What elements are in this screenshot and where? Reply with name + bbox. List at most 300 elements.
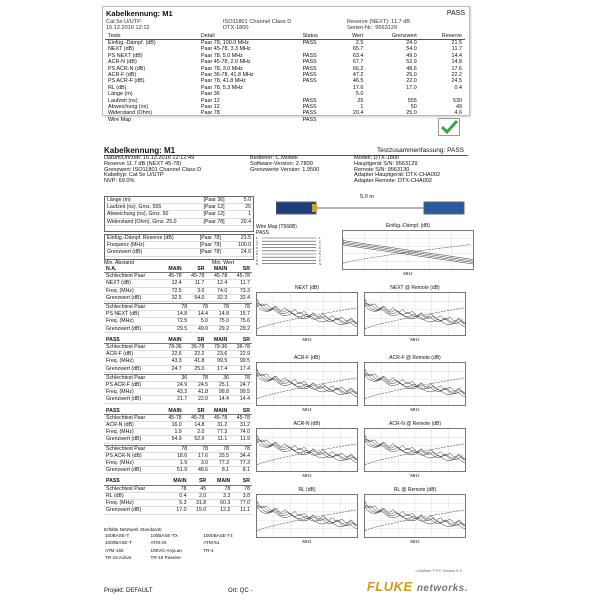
chart-axis-label: MHz xyxy=(302,539,312,544)
info-cell: 20.4 xyxy=(234,218,253,225)
group-cell: Grenzwert (dB) xyxy=(104,365,161,372)
group-cell: 11.1 xyxy=(232,507,252,514)
group-cell: Grenzwert (dB) xyxy=(104,396,168,403)
group-row xyxy=(104,280,252,287)
group-cell: 45 xyxy=(188,485,208,492)
group-row xyxy=(104,351,252,358)
group-cell: 78 xyxy=(231,374,252,381)
card1-cell: 54.0 xyxy=(406,46,417,53)
card1-cell: 4.6 xyxy=(454,110,462,117)
card1-col-header: Detail xyxy=(198,33,300,40)
card1-cell: 66.2 xyxy=(352,65,364,72)
card1-cell: 530 xyxy=(453,97,462,104)
card1-cell: 17.6 xyxy=(451,65,462,72)
group-cell: 16.0 xyxy=(161,422,184,429)
group-cell: Freq. (MHz) xyxy=(104,460,168,467)
group-cell: Grenzwert (dB) xyxy=(104,467,168,474)
info-cell: 24.0 xyxy=(231,249,253,256)
card1-cell: 22.2 xyxy=(451,72,462,79)
group-cell: 2.0 xyxy=(184,429,207,436)
info-line: Hauptgerät S/N: 9563129 xyxy=(354,160,418,167)
wiremap-title: Wire Map (T568B) xyxy=(256,224,297,230)
chart-plot xyxy=(257,429,357,471)
chart-plot xyxy=(365,495,465,537)
info-line: Adapter Hauptgerät: DTX-CHA002 xyxy=(354,172,441,179)
card1-cell: 49.0 xyxy=(406,52,417,59)
group-cell: 29.2 xyxy=(231,325,252,332)
group-cell: 54.9 xyxy=(161,436,184,443)
chart-plot xyxy=(343,231,473,269)
group-row xyxy=(104,445,252,452)
wiremap-pin: S xyxy=(256,261,259,266)
card1-cell: PASS xyxy=(302,116,317,123)
chart-plot xyxy=(365,293,465,335)
chart-axis-label: MHz xyxy=(410,539,420,544)
group-status: PASS xyxy=(104,478,164,485)
group-cell: 78 xyxy=(168,445,189,452)
wiremap-pin: 6 xyxy=(256,245,258,250)
chart-axis-label: MHz xyxy=(302,473,312,478)
wiremap-pin: 7 xyxy=(319,255,321,260)
footer-location: Ort: QC - xyxy=(228,588,253,594)
info-row xyxy=(105,204,253,211)
card1-cell: Paar 36-78, 41.8 MHz xyxy=(200,72,254,79)
group-col: MAIN xyxy=(206,337,229,344)
chart-title: NEXT (dB) xyxy=(294,285,320,291)
group-cell: 32.5 xyxy=(161,294,184,301)
wiremap-pin: 2 xyxy=(319,239,321,244)
info-cell: 21.5 xyxy=(231,235,253,242)
group-cell: 75.0 xyxy=(210,318,231,325)
card1-cell: 50 xyxy=(410,104,417,111)
group-cell: 33.5 xyxy=(210,452,231,459)
info-row xyxy=(105,197,253,204)
info-cell: [Paar 78] xyxy=(198,242,231,249)
wiremap-pin: 8 xyxy=(319,258,321,263)
card1-cell: 63.4 xyxy=(352,52,364,59)
card1-cell: 21.5 xyxy=(451,40,462,46)
detail-card xyxy=(102,122,468,594)
card1-cell: 67.7 xyxy=(352,59,364,66)
card1-col-header: Status xyxy=(300,33,337,40)
group-cell: RL (dB) xyxy=(104,492,164,499)
chart-panel xyxy=(256,355,358,412)
group-cell: 14.8 xyxy=(168,311,189,318)
card1-cell: PASS xyxy=(302,78,317,85)
group-cell: 99.5 xyxy=(206,358,229,365)
card1-cell: 65.7 xyxy=(352,46,364,53)
result-group xyxy=(104,266,252,302)
info-cell: [Paar 12] xyxy=(202,204,235,211)
group-cell: 15.7 xyxy=(231,311,252,318)
group-cell: 72.5 xyxy=(161,287,184,294)
group-cell: ACR-F (dB) xyxy=(104,351,161,358)
pass-check-icon xyxy=(438,118,460,136)
card1-cell: 11.7 xyxy=(451,46,462,53)
chart-panel xyxy=(256,421,358,478)
group-cell: 22.9 xyxy=(229,351,252,358)
group-cell: 78-36 xyxy=(161,344,184,351)
card1-cell: ACR-F (dB) xyxy=(108,72,137,79)
info-row xyxy=(105,218,253,225)
info-line: Kabeltyp: Cat 5e U/UTP xyxy=(104,172,164,179)
result-group xyxy=(104,337,252,373)
group-header xyxy=(104,478,252,485)
card1-cell: PASS xyxy=(302,97,317,104)
card1-cell: Paar 12 xyxy=(200,104,220,111)
group-row xyxy=(104,304,252,311)
info-cell: Abweichung (ns), Grnz. 50 xyxy=(105,211,202,218)
group-row xyxy=(104,452,252,459)
card1-cell: 14.4 xyxy=(451,52,462,59)
wiremap-pin: 4 xyxy=(256,249,258,253)
cable-length-icon xyxy=(276,198,466,218)
group-cell: 24.9 xyxy=(168,382,189,389)
chart-plot xyxy=(257,363,357,405)
group-cell: PS ACR-N (dB) xyxy=(104,452,168,459)
group-cell: 31.2 xyxy=(206,422,229,429)
group-col: MAIN xyxy=(161,266,184,273)
chart-axis-label: MHz xyxy=(302,337,312,342)
card1-cell: Paar 45-78, 2.0 MHz xyxy=(200,59,251,66)
group-cell: 3.0 xyxy=(184,287,207,294)
card1-cell: 48.6 xyxy=(406,65,417,72)
info-line: Modell: DTX-1800 xyxy=(354,155,400,161)
chart-axis-label: MHz xyxy=(410,407,420,412)
card1-datetime: 15.12.2016 12:12 xyxy=(106,25,150,31)
group-cell: 45-78 xyxy=(184,414,207,421)
group-cell: 99.5 xyxy=(231,389,252,396)
group-cell: 11.1 xyxy=(206,436,229,443)
group-cell: Grenzwert (dB) xyxy=(104,507,164,514)
card1-cell: PASS xyxy=(302,72,317,79)
group-cell: Freq. (MHz) xyxy=(104,500,164,507)
group-col: MAIN xyxy=(161,337,184,344)
group-col: SR xyxy=(232,478,252,485)
group-row xyxy=(104,273,252,280)
group-cell: Freq. (MHz) xyxy=(104,389,168,396)
card2-left-info xyxy=(104,156,201,185)
card1-cell: 0.4 xyxy=(454,84,462,91)
info-line: Remote S/N: 9563130 xyxy=(354,166,410,173)
group-cell: 36 xyxy=(210,374,231,381)
group-cell: 24.7 xyxy=(161,365,184,372)
card1-cell: 20.4 xyxy=(352,110,364,117)
chart-panel xyxy=(364,487,466,544)
group-cell: 78 xyxy=(208,485,232,492)
group-cell: 2.0 xyxy=(188,492,208,499)
wiremap-pin: S xyxy=(319,261,322,266)
card1-row xyxy=(105,40,465,47)
group-row xyxy=(104,365,252,372)
min-abstand-label: Min. Abstand xyxy=(104,260,134,266)
card1-cell: 5.0 xyxy=(355,91,364,98)
group-cell: 3.3 xyxy=(208,492,232,499)
group-cell: 14.8 xyxy=(210,311,231,318)
group-cell: 22.2 xyxy=(184,351,207,358)
group-cell: 45-78 xyxy=(161,273,184,280)
group-header xyxy=(104,337,252,344)
chart-title: ACR-F @ Remote (dB) xyxy=(389,355,441,361)
network-row xyxy=(104,539,252,546)
group-row xyxy=(104,287,252,294)
info-row xyxy=(105,249,253,256)
result-group xyxy=(104,303,252,333)
group-cell: 17.6 xyxy=(189,452,210,459)
card1-cell: 24.0 xyxy=(406,40,417,46)
group-cell: 77.3 xyxy=(210,460,231,467)
group-cell: 8.1 xyxy=(210,467,231,474)
card1-col-header: Tests xyxy=(105,33,198,40)
group-cell: 12.4 xyxy=(206,280,229,287)
chart-title: ACR-N @ Remote (dB) xyxy=(388,421,442,427)
group-col: SR xyxy=(229,408,252,415)
card1-cell: PS ACR-F (dB) xyxy=(108,78,145,85)
min-wert-label: Min. Wert xyxy=(212,260,235,266)
group-col: MAIN xyxy=(164,478,188,485)
footer-project: Projekt: DEFAULT xyxy=(104,588,153,594)
summary-card xyxy=(102,6,470,123)
group-cell: 51.9 xyxy=(168,467,189,474)
group-cell: 45-78 xyxy=(184,273,207,280)
card1-cell: PASS xyxy=(302,65,317,72)
card2-summary: Testzusammenfassung: PASS xyxy=(377,147,464,154)
card1-cell: 46.5 xyxy=(352,78,364,85)
group-cell: 75.6 xyxy=(231,318,252,325)
group-row xyxy=(104,311,252,318)
card1-cell: 2.5 xyxy=(355,40,364,46)
card1-serial: Serien-Nr.: 9563129 xyxy=(347,25,398,31)
group-header xyxy=(104,408,252,415)
group-cell: Schlechtest Paar xyxy=(104,374,168,381)
group-cell: 54.0 xyxy=(184,294,207,301)
group-cell: 14.4 xyxy=(231,396,252,403)
network-item: 1000BASE-T xyxy=(105,540,132,546)
info-cell: 25 xyxy=(234,204,253,211)
card1-cell: Länge (m) xyxy=(108,91,133,98)
group-cell: PS NEXT (dB) xyxy=(104,311,168,318)
group-cell: 43.3 xyxy=(168,389,189,396)
group-cell: 78 xyxy=(189,304,210,311)
info-cell: 5.0 xyxy=(234,197,253,204)
group-cell: 31.2 xyxy=(229,422,252,429)
chart-plot xyxy=(365,363,465,405)
group-cell: 78 xyxy=(210,445,231,452)
chart-plot xyxy=(257,495,357,537)
card2-title: Kabelkennung: M1 xyxy=(104,146,176,155)
group-col: SR xyxy=(188,478,208,485)
result-group xyxy=(104,374,252,404)
card2-mid-info xyxy=(250,156,319,173)
group-cell: 77.0 xyxy=(232,500,252,507)
group-cell: Freq. (MHz) xyxy=(104,358,161,365)
group-cell: 29.5 xyxy=(168,325,189,332)
group-cell: 45-78 xyxy=(161,414,184,421)
group-header xyxy=(104,266,252,273)
card1-cell: Paar 36 xyxy=(200,91,220,98)
group-row xyxy=(104,389,252,396)
group-cell: Grenzwert (dB) xyxy=(104,294,161,301)
group-cell: Schlechtest Paar xyxy=(104,273,161,280)
card1-cell: 25.0 xyxy=(406,110,417,117)
card1-cell: 17.6 xyxy=(352,84,364,91)
group-cell: 1.9 xyxy=(168,460,189,467)
card1-cell: PASS xyxy=(302,110,317,117)
wiremap-pin: 6 xyxy=(319,245,321,250)
insertion-box xyxy=(104,234,254,260)
card1-cell: Einfüg.-Dämpf. (dB) xyxy=(108,40,156,46)
card1-cell: PS ACR-N (dB) xyxy=(108,65,146,72)
group-cell: 12.2 xyxy=(208,507,232,514)
group-row xyxy=(104,467,252,474)
group-cell: ACR-N (dB) xyxy=(104,422,161,429)
wiremap-box xyxy=(256,224,326,264)
card1-cell: Widerstand (Ohm) xyxy=(108,110,153,117)
chart-panel xyxy=(364,355,466,412)
group-row xyxy=(104,429,252,436)
card1-cell: Paar 12 xyxy=(200,97,220,104)
info-line: NVP: 69.0% xyxy=(104,178,135,185)
chart-title: RL @ Remote (dB) xyxy=(393,487,437,493)
wiremap-pin: 4 xyxy=(319,249,321,253)
group-row xyxy=(104,325,252,332)
network-item: 100BASE-T xyxy=(105,533,130,539)
card1-cell: Paar 45-78, 3.3 MHz xyxy=(200,46,251,53)
group-cell: 25.1 xyxy=(210,382,231,389)
group-row xyxy=(104,382,252,389)
chart-title: ACR-F (dB) xyxy=(293,355,321,361)
group-status: PASS xyxy=(104,337,161,344)
group-cell: 45-78 xyxy=(206,273,229,280)
group-status: N.A. xyxy=(104,266,161,273)
fluke-logo: FLUKE networks. xyxy=(366,579,468,594)
card1-cell: PASS xyxy=(302,104,317,111)
card1-col-header: Wert xyxy=(336,33,366,40)
card1-cell: Laufzeit (ns) xyxy=(108,97,138,104)
network-item: TR-16 Passive xyxy=(150,554,181,560)
chart-panel xyxy=(256,285,358,342)
info-line: Software-Version: 2.7800 xyxy=(250,160,313,167)
card1-cell: Abweichung (ns) xyxy=(108,104,149,111)
card1-cell: Paar 78, 41.8 MHz xyxy=(200,78,246,85)
group-cell: 78-36 xyxy=(206,344,229,351)
group-col: MAIN xyxy=(206,408,229,415)
wiremap-diagram xyxy=(256,236,326,266)
group-col: SR xyxy=(184,266,207,273)
group-cell: 77.3 xyxy=(231,460,252,467)
card1-cell: Paar 78, 100.0 MHz xyxy=(200,40,249,46)
group-cell: 78 xyxy=(189,445,210,452)
card2-right-info xyxy=(354,156,440,185)
wiremap-pin: 8 xyxy=(256,258,258,263)
chart-axis-label: MHz xyxy=(410,337,420,342)
group-row xyxy=(104,358,252,365)
card1-cell: 49 xyxy=(456,104,462,111)
group-cell: 52.9 xyxy=(184,436,207,443)
card1-model: DTX-1800 xyxy=(223,25,249,31)
group-status: PASS xyxy=(104,408,161,415)
info-cell: [Paar 36] xyxy=(202,197,235,204)
card1-cell: 22.0 xyxy=(406,78,417,85)
group-cell: Freq. (MHz) xyxy=(104,287,161,294)
group-cell: NEXT (dB) xyxy=(104,280,161,287)
group-cell: 8.1 xyxy=(231,467,252,474)
network-row xyxy=(104,547,252,554)
group-row xyxy=(104,460,252,467)
network-item: 100BASE-TX xyxy=(150,533,178,539)
info-cell: Länge (m) xyxy=(105,197,202,204)
info-cell: [Paar 78] xyxy=(198,249,231,256)
network-standards xyxy=(104,527,252,561)
chart-axis-label: MHz xyxy=(403,271,413,276)
group-col: SR xyxy=(229,337,252,344)
group-cell: 74.0 xyxy=(229,429,252,436)
group-col: SR xyxy=(184,408,207,415)
chart-panel xyxy=(364,285,466,342)
chart-title: Einfüg.-Dämpf. (dB) xyxy=(385,223,431,229)
group-row xyxy=(104,396,252,403)
card1-cell: 25.0 xyxy=(406,72,417,79)
report-sheet xyxy=(100,0,472,600)
network-row xyxy=(104,532,252,539)
group-cell: 21.7 xyxy=(168,396,189,403)
group-row xyxy=(104,374,252,381)
card1-cell: 17.0 xyxy=(406,84,417,91)
group-col: MAIN xyxy=(208,478,232,485)
group-cell: 12.4 xyxy=(161,280,184,287)
group-row xyxy=(104,485,252,492)
group-cell: 3.0 xyxy=(189,460,210,467)
card1-col-header: Grenzwert xyxy=(366,33,419,40)
group-row xyxy=(104,500,252,507)
wiremap-pin: 3 xyxy=(256,242,258,247)
group-cell: 23.6 xyxy=(206,351,229,358)
chart-axis-label: MHz xyxy=(302,407,312,412)
group-row xyxy=(104,414,252,421)
group-cell: 0.4 xyxy=(164,492,188,499)
group-cell: 78 xyxy=(232,485,252,492)
group-cell: 78 xyxy=(168,304,189,311)
group-cell: 36-78 xyxy=(229,344,252,351)
group-cell: PS ACR-F (dB) xyxy=(104,382,168,389)
info-cell: Einfüg.-Dämpf. Reserve (dB) xyxy=(105,235,198,242)
card1-reserve: Reserve (NEXT): 11.7 dB xyxy=(347,19,411,25)
card1-cell: NEXT (dB) xyxy=(108,46,134,53)
card1-cell: Paar 78 xyxy=(200,110,220,117)
info-line: Grenzwert: ISO11801 Channel Class D xyxy=(104,166,202,173)
info-cell: [Paar 12] xyxy=(202,211,235,218)
group-cell: 74.0 xyxy=(206,287,229,294)
group-cell: 45-78 xyxy=(206,414,229,421)
group-cell: 72.5 xyxy=(168,318,189,325)
info-line: Bediener: C.Mottek xyxy=(250,155,298,161)
card1-cell: 25 xyxy=(357,97,364,104)
card1-limit: ISO11801 Channel Class D xyxy=(223,19,292,25)
info-cell: 100.0 xyxy=(231,242,253,249)
card1-cell: 14.8 xyxy=(451,59,462,66)
info-cell: Laufzeit (ns), Grnz. 555 xyxy=(105,204,202,211)
wiremap-pin: 7 xyxy=(256,255,258,260)
chart-panel xyxy=(342,223,474,276)
group-cell: 99.8 xyxy=(210,389,231,396)
footer-linkware: LinkWare™ PC Version 9.X xyxy=(415,569,462,573)
card1-cell: Paar 78, 5.0 MHz xyxy=(200,52,243,59)
card1-cable-type: Cat 5e U/UTP xyxy=(106,19,141,25)
info-cell: [Paar 78] xyxy=(198,235,231,242)
group-cell: Schlechtest Paar xyxy=(104,414,161,421)
info-line: Reserve 11.7 dB (NEXT 45-78) xyxy=(104,160,182,167)
cable-length-label: 5.0 m xyxy=(360,194,374,200)
